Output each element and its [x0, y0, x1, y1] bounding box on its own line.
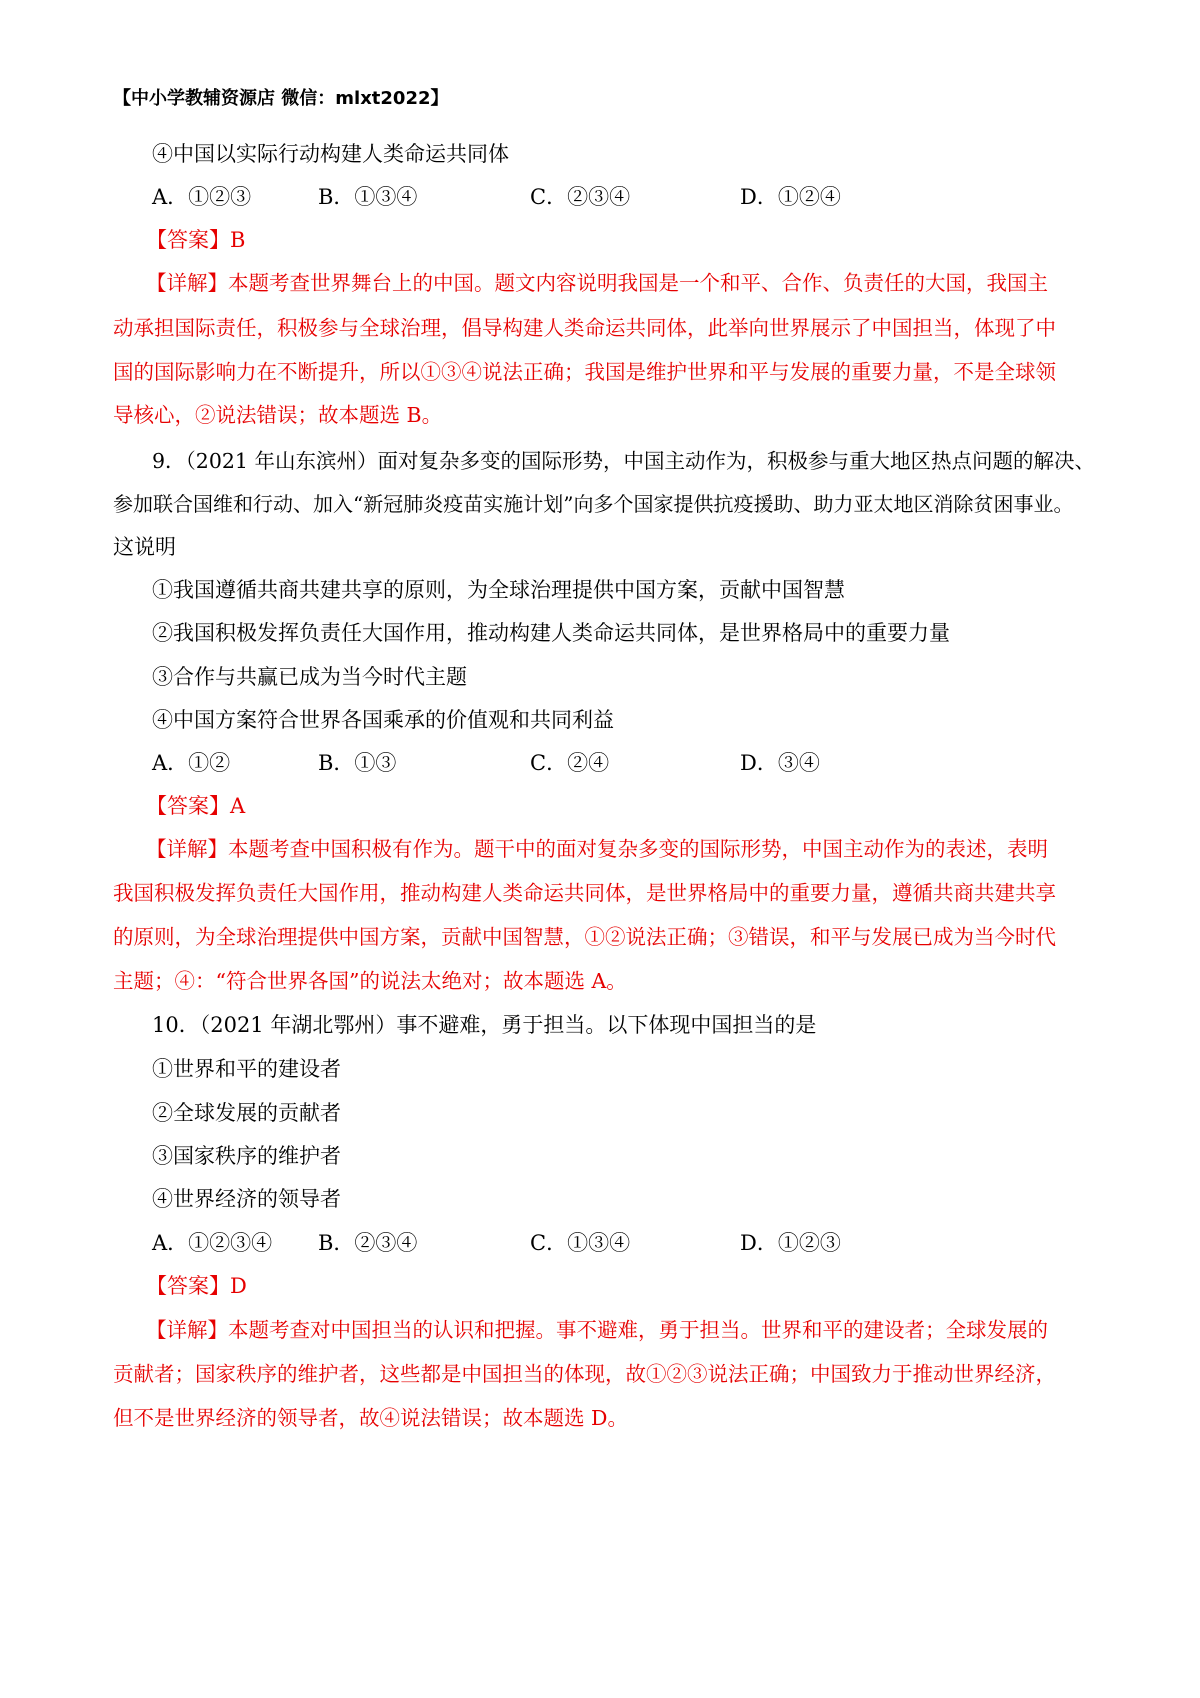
- q9-stem-line-3: 这说明: [113, 535, 176, 559]
- q9-choice-d: D．③④: [740, 751, 820, 775]
- q10-item-2: ②全球发展的贡献者: [152, 1101, 341, 1125]
- q8-answer: 【答案】B: [146, 228, 246, 252]
- q10-stem: 10．（2021 年湖北鄂州）事不避难，勇于担当。以下体现中国担当的是: [152, 1013, 817, 1037]
- q8-analysis-line-1: 【详解】本题考查世界舞台上的中国。题文内容说明我国是一个和平、合作、负责任的大国，我国主: [146, 271, 1048, 295]
- q8-analysis-line-3: 国的国际影响力在不断提升，所以①③④说法正确；我国是维护世界和平与发展的重要力量，不是全球领: [113, 360, 1056, 384]
- q8-choice-b: B．①③④: [318, 185, 418, 209]
- q9-analysis-line-2: 我国积极发挥负责任大国作用，推动构建人类命运共同体，是世界格局中的重要力量，遵循共商共建共享: [113, 881, 1056, 905]
- q8-choice-d: D．①②④: [740, 185, 841, 209]
- q8-choice-a: A．①②③: [152, 185, 252, 209]
- q9-item-3: ③合作与共赢已成为当今时代主题: [152, 665, 467, 689]
- q9-item-4: ④中国方案符合世界各国乘承的价值观和共同利益: [152, 708, 614, 732]
- q10-analysis-line-3: 但不是世界经济的领导者，故④说法错误；故本题选 D。: [113, 1406, 628, 1430]
- q9-item-2: ②我国积极发挥负责任大国作用，推动构建人类命运共同体，是世界格局中的重要力量: [152, 621, 950, 645]
- q9-choice-b: B．①③: [318, 751, 397, 775]
- q9-analysis-line-1: 【详解】本题考查中国积极有作为。题干中的面对复杂多变的国际形势，中国主动作为的表述，表明: [146, 837, 1048, 861]
- q9-answer: 【答案】A: [146, 794, 246, 818]
- q8-analysis-line-4: 导核心，②说法错误；故本题选 B。: [113, 403, 443, 427]
- q10-analysis-line-2: 贡献者；国家秩序的维护者，这些都是中国担当的体现，故①②③说法正确；中国致力于推动世界经济，: [113, 1362, 1056, 1386]
- q9-choice-a: A．①②: [152, 751, 231, 775]
- q10-item-3: ③国家秩序的维护者: [152, 1144, 341, 1168]
- q9-analysis-line-4: 主题；④：“符合世界各国”的说法太绝对；故本题选 A。: [113, 969, 627, 993]
- page-header: 【中小学教辅资源店 微信：mlxt2022】: [113, 88, 449, 109]
- q8-item-4: ④中国以实际行动构建人类命运共同体: [152, 142, 509, 166]
- q10-item-4: ④世界经济的领导者: [152, 1187, 341, 1211]
- q8-choice-c: C．②③④: [530, 185, 631, 209]
- q10-analysis-line-1: 【详解】本题考查对中国担当的认识和把握。事不避难，勇于担当。世界和平的建设者；全球发展的: [146, 1318, 1048, 1342]
- q10-answer: 【答案】D: [146, 1274, 247, 1298]
- q9-stem-line-2: 参加联合国维和行动、加入“新冠肺炎疫苗实施计划”向多个国家提供抗疫援助、助力亚太地区消除贫困事业。: [113, 492, 1074, 516]
- q9-stem-line-1: 9．（2021 年山东滨州）面对复杂多变的国际形势，中国主动作为，积极参与重大地区热点问题的解决、: [152, 449, 1095, 473]
- q10-choice-b: B．②③④: [318, 1231, 418, 1255]
- q10-item-1: ①世界和平的建设者: [152, 1057, 341, 1081]
- q10-choice-a: A．①②③④: [152, 1231, 273, 1255]
- q10-choice-c: C．①③④: [530, 1231, 631, 1255]
- q9-analysis-line-3: 的原则，为全球治理提供中国方案，贡献中国智慧，①②说法正确；③错误，和平与发展已成为当今时代: [113, 925, 1056, 949]
- q9-choice-c: C．②④: [530, 751, 610, 775]
- q10-choice-d: D．①②③: [740, 1231, 841, 1255]
- q8-analysis-line-2: 动承担国际责任，积极参与全球治理，倡导构建人类命运共同体，此举向世界展示了中国担当，体现了中: [113, 316, 1056, 340]
- q9-item-1: ①我国遵循共商共建共享的原则，为全球治理提供中国方案，贡献中国智慧: [152, 578, 845, 602]
